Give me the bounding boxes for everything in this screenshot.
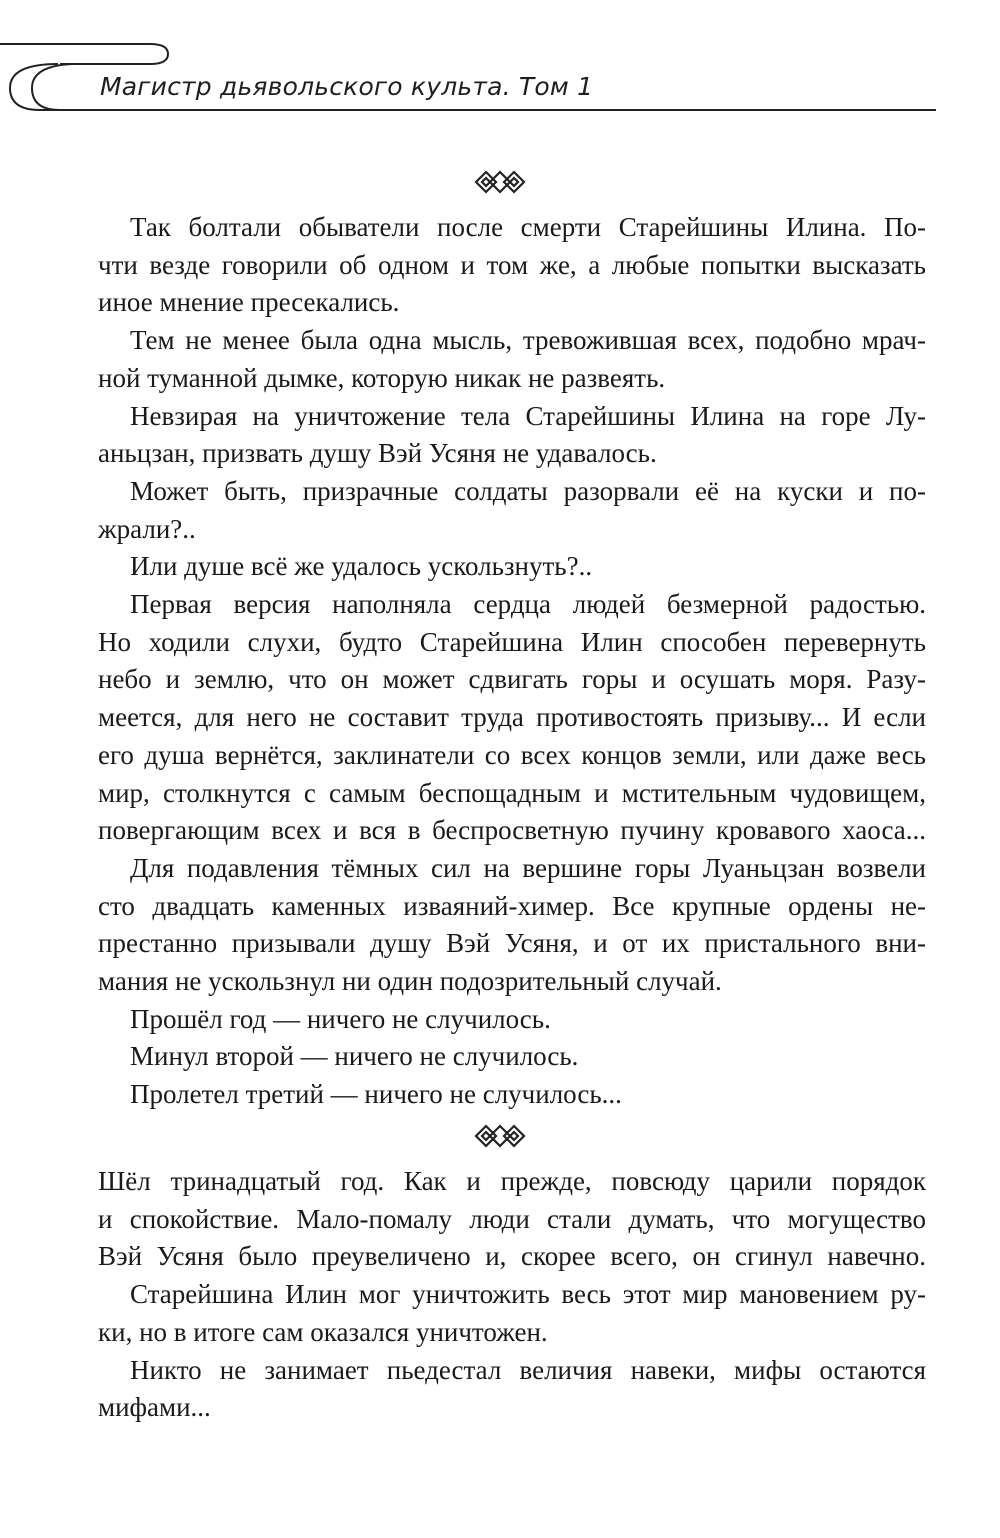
text-line: жрали?.. [98, 513, 196, 544]
body-text-section-2 [98, 1163, 926, 1427]
text-line: мания не ускользнул ни один подозрительный случай. [98, 966, 722, 997]
text-line: чти везде говорили об одном и том же, а любые попытки высказать [98, 249, 926, 280]
running-header [0, 0, 1000, 120]
text-line: небо и землю, что он может сдвигать горы и осушать моря. Разу- [98, 664, 926, 695]
paragraph [98, 586, 926, 850]
paragraph [98, 1276, 926, 1351]
text-line: Так болтали обыватели после смерти Старейшины Илина. По- [130, 212, 926, 242]
text-line: Может быть, призрачные солдаты разорвали её на куски и по- [130, 475, 926, 506]
text-line: Невзирая на уничтожение тела Старейшины Илина на горе Лу- [130, 400, 926, 431]
text-line: мир, столкнутся с самым беспощадным и мстительным чудовищем, [98, 777, 926, 808]
text-line: Тем не менее была одна мысль, тревожившая всех, подобно мрач- [130, 325, 926, 356]
text-line: повергающим всех и вся в беспросветную пучину кровавого хаоса... [98, 815, 926, 846]
paragraph [98, 1076, 926, 1114]
text-line: мифами... [98, 1392, 211, 1423]
body-text-section-1 [98, 209, 926, 1114]
paragraph [98, 1001, 926, 1039]
paragraph [98, 850, 926, 1001]
paragraph [98, 1038, 926, 1076]
paragraph [98, 322, 926, 397]
text-line: сто двадцать каменных изваяний-химер. Все крупные ордены не- [98, 890, 926, 921]
paragraph [98, 209, 926, 322]
text-line: меется, для него не составит труда противостоять призыву... И если [98, 702, 926, 733]
text-line: Прошёл год — ничего не случилось. [130, 1003, 551, 1034]
text-line: его душа вернётся, заклинатели со всех концов земли, или даже весь [98, 739, 926, 770]
paragraph [98, 1163, 926, 1276]
text-line: Шёл тринадцатый год. Как и прежде, повсюду царили порядок [98, 1166, 926, 1196]
text-line: престанно призывали душу Вэй Усяня, и от их пристального вни- [98, 928, 926, 959]
text-line: Для подавления тёмных сил на вершине горы Луаньцзан возвели [130, 852, 926, 883]
paragraph [98, 473, 926, 548]
knot-ornament-icon [474, 170, 526, 194]
text-line: ки, но в итоге сам оказался уничтожен. [98, 1316, 548, 1347]
text-line: аньцзан, призвать душу Вэй Усяня не удавалось. [98, 438, 657, 469]
paragraph [98, 548, 926, 586]
text-line: Первая версия наполняла сердца людей безмерной радостью. [130, 589, 926, 620]
text-line: ной туманной дымке, которую никак не развеять. [98, 362, 666, 393]
paragraph [98, 398, 926, 473]
text-line: иное мнение пресекались. [98, 287, 400, 318]
knot-ornament-icon [474, 1124, 526, 1148]
text-line: и спокойствие. Мало-помалу люди стали думать, что могущество [98, 1203, 926, 1234]
text-line: Вэй Усяня было преувеличено и, скорее всего, он сгинул навечно. [98, 1241, 926, 1272]
text-line: Минул второй — ничего не случилось. [130, 1041, 579, 1072]
section-ornament [0, 170, 1000, 199]
text-line: Или душе всё же удалось ускользнуть?.. [130, 551, 593, 582]
text-line: Старейшина Илин мог уничтожить весь этот мир мановением ру- [130, 1279, 926, 1310]
text-line: Пролетел третий — ничего не случилось... [130, 1079, 622, 1110]
text-line: Но ходили слухи, будто Старейшина Илин способен перевернуть [98, 626, 926, 657]
text-line: Никто не занимает пьедестал величия навеки, мифы остаются [130, 1354, 926, 1385]
section-ornament [0, 1124, 1000, 1153]
paragraph [98, 1352, 926, 1427]
running-title: Магистр дьявольского культа. Том 1 [100, 72, 594, 101]
